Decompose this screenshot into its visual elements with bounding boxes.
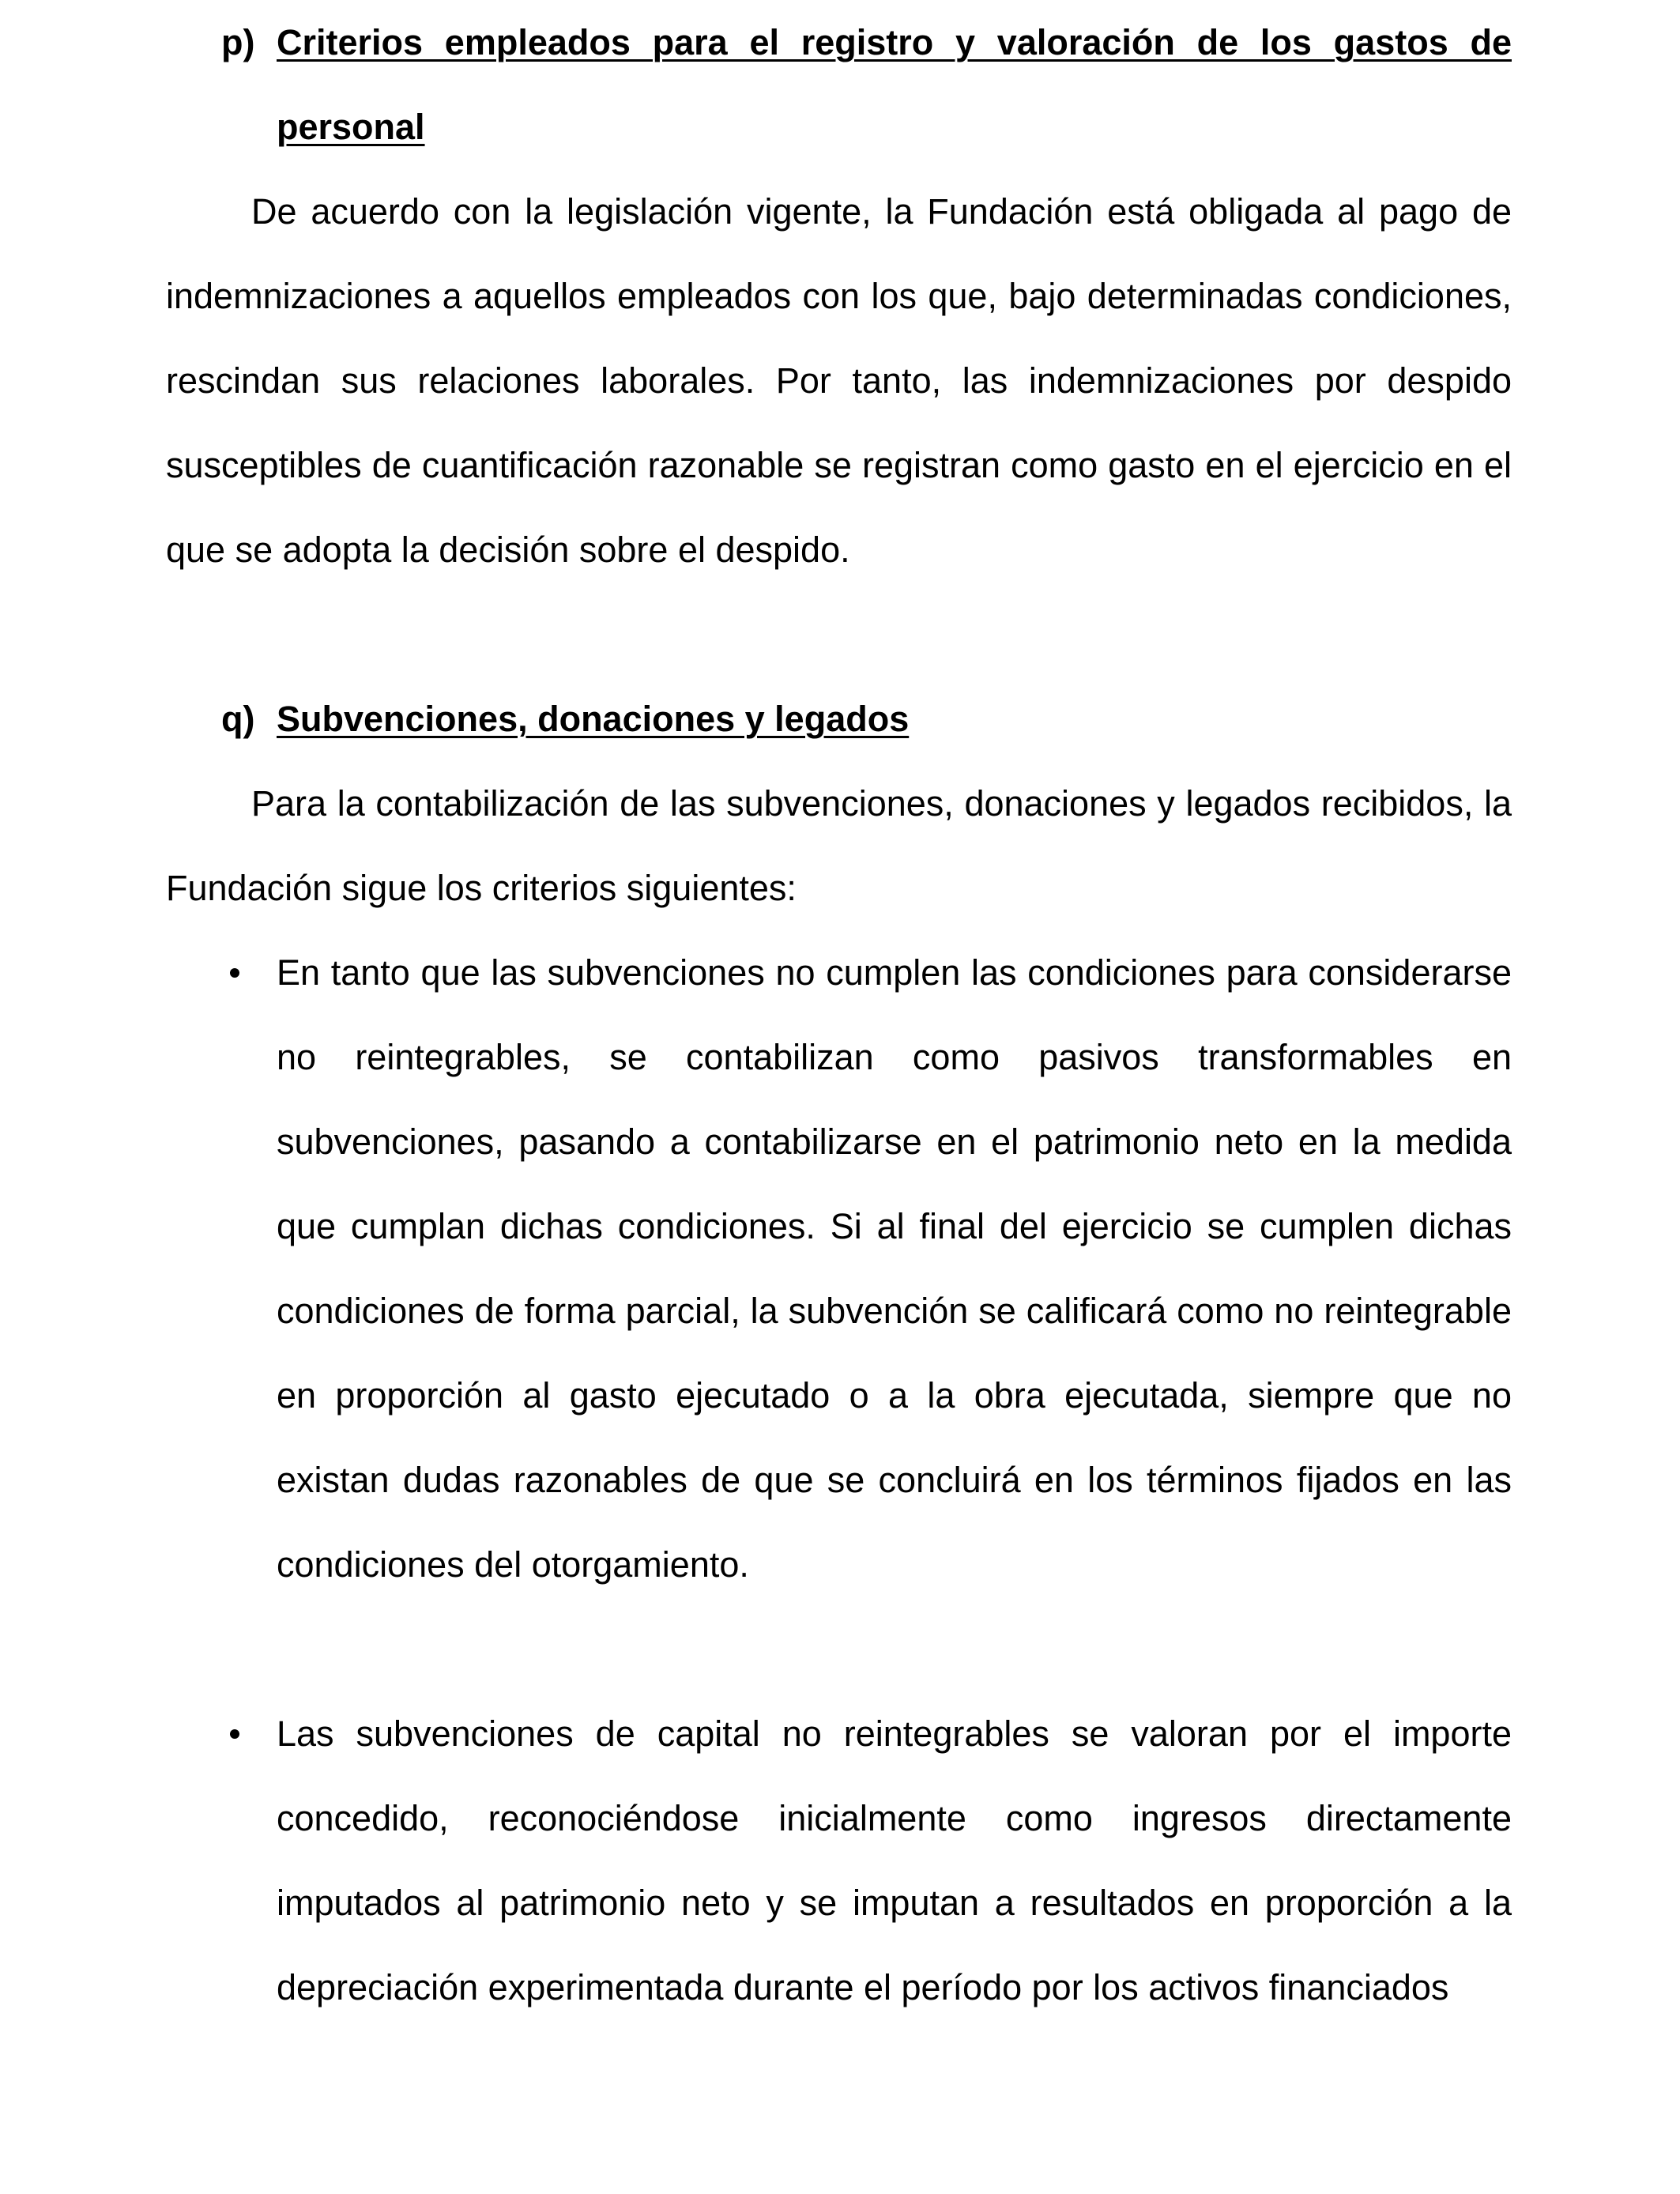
section-q-paragraph: Para la contabilización de las subvenciones, donaciones y legados recibidos, la Fundación sigue los criterios siguientes: [166, 783, 1512, 908]
bullet-dot-icon [223, 930, 247, 1015]
section-q-heading [166, 677, 1512, 761]
document-body [166, 0, 1512, 2030]
section-q-bullet-list [166, 930, 1512, 2030]
section-p-heading [166, 0, 1512, 169]
bullet-dot-icon [223, 1691, 247, 1776]
section-q-title: Subvenciones, donaciones y legados [277, 699, 910, 739]
bullet-item [166, 930, 1512, 1607]
bullet-text: Las subvenciones de capital no reintegrables se valoran por el importe concedido, reconociéndose inicialmente como ingresos directamente imputados al patrimonio neto y se imputan a resultados en proporción a la depreciación experimentada durante el período por los activos financiados [277, 1713, 1512, 2007]
bullet-item [166, 1691, 1512, 2030]
bullet-gap [166, 1607, 1512, 1691]
section-spacer [166, 592, 1512, 677]
section-p-paragraph: De acuerdo con la legislación vigente, la Fundación está obligada al pago de indemnizaciones a aquellos empleados con los que, bajo determinadas condiciones, rescindan sus relaciones laborales. Por tanto, las indemnizaciones por despido susceptibles de cuantificación razonable se registran como gasto en el ejercicio en el que se adopta la decisión sobre el despido. [166, 191, 1512, 570]
section-p-title: Criterios empleados para el registro y valoración de los gastos de personal [277, 22, 1512, 147]
section-p-marker: p) [221, 22, 255, 62]
section-p [166, 0, 1512, 592]
section-q [166, 677, 1512, 2030]
bullet-text: En tanto que las subvenciones no cumplen las condiciones para considerarse no reintegrables, se contabilizan como pasivos transformables en subvenciones, pasando a contabilizarse en el patrimonio neto en la medida que cumplan dichas condiciones. Si al final del ejercicio se cumplen dichas condiciones de forma parcial, la subvención se calificará como no reintegrable en proporción al gasto ejecutado o a la obra ejecutada, siempre que no existan dudas razonables de que se concluirá en los términos fijados en las condiciones del otorgamiento. [277, 952, 1512, 1585]
section-q-marker: q) [221, 699, 255, 739]
